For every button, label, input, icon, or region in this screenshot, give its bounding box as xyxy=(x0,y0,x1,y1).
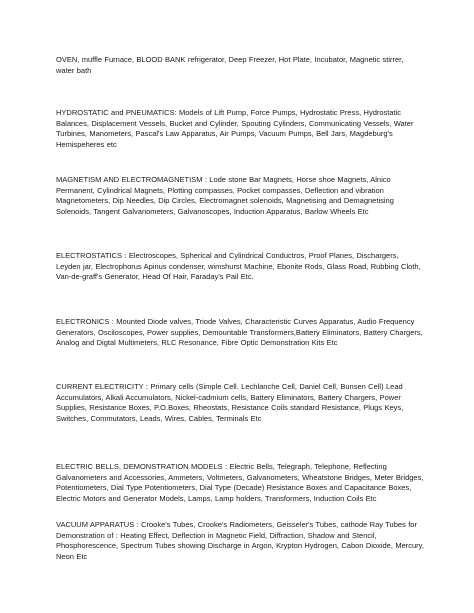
paragraph-electronics: ELECTRONICS : Mounted Diode valves, Triode Valves, Characteristic Curves Apparatus, Audio Frequency Generators, Osciloscopes, Power supplies, Demountable Transformers,Battery Eliminators, Battery Chargers, Analog and Digtal Multimeters, RLC Resonance, Fibre Optic Demonstration Kits Etc xyxy=(56,317,423,347)
paragraph-electric-bells-demonstration-models: ELECTRIC BELLS, DEMONSTRATION MODELS : Electric Bells, Telegraph, Telephone, Reflecting Galvanometers and Accessories, Ammeters, Voltmeters, Galvanometers, Wheatstone Bridges, Meter Bridges, Potentiometers, Dial Type Potentiometers, Dial Type (Decade) Resistance Boxes and Capacitance Boxes, Electric Motors and Generator Models, Lamps, Lamp holders, Transformers, Induction Coils Etc xyxy=(56,462,424,503)
paragraph-electrostatics: ELECTROSTATICS : Electroscopes, Spherical and Cylindrical Conductros, Proof Planes, Dischargers, Leyden jar, Electrophorus Apinus condenser, wimshurst Machine, Ebonite Rods, Glass Road, Rubbing Cloth, Van-de-graff's Generator, Head Of Hair, Faraday's Pail Etc. xyxy=(56,251,421,281)
paragraph-vacuum-apparatus: VACUUM APPARATUS : Crooke's Tubes, Crooke's Radiometers, Geisseler's Tubes, cathode Ray Tubes for Demonstration of : Heating Effect, Deflection in Magnetic Field, Diffraction, Shadow and Stencil, Phosphorescence, Spectrum Tubes showing Discharge in Argon, Krypton Hydrogen, Cabon Dioxide, Mercury, Neon Etc xyxy=(56,520,424,561)
paragraph-lab-equipment: OVEN, muffle Furnace, BLOOD BANK refrigerator, Deep Freezer, Hot Plate, Incubator, Magnetic stirrer, water bath xyxy=(56,55,404,75)
paragraph-hydrostatic-pneumatics: HYDROSTATIC and PNEUMATICS: Models of Lift Pump, Force Pumps, Hydrostatic Press, Hydrostatic Balances, Displacement Vessels, Bucket and Cylinder, Spouting Cylinders, Communicating Vessels, Water Turbines, Manometers, Pascal's Law Apparatus, Air Pumps, Vacuum Pumps, Bell Jars, Magdeburg's Hemispeheres etc xyxy=(56,108,414,149)
paragraph-magnetism-electromagnetism: MAGNETISM AND ELECTROMAGNETISM : Lode stone Bar Magnets, Horse shoe Magnets, Alnico Permanent, Cylindrical Magnets, Plotting compasses, Pocket compasses, Deflection and vibration Magnetometers, Dip Needles, Dip Circles, Electromagnet solenoids, Magnetising and Demagnetising Solenoids, Tangent Galvanometers, Galvanoscopes, Induction Apparatus, Barlow Wheels Etc xyxy=(56,175,394,216)
paragraph-current-electricity: CURRENT ELECTRICITY : Primary cells (Simple Cell. Lechlanche Cell, Daniel Cell, Bunsen Cell) Lead Accumulators, Alkali Accumulators, Nickel-cadmium cells, Battery Eliminators, Battery Chargers, Power Supplies, Resistance Boxes, P.O.Boxes, Rheostats, Resistance Coils standard Resistance, Plugs Keys, Switches, Commutators, Leads, Wires, Cables, Terminals Etc xyxy=(56,382,404,423)
